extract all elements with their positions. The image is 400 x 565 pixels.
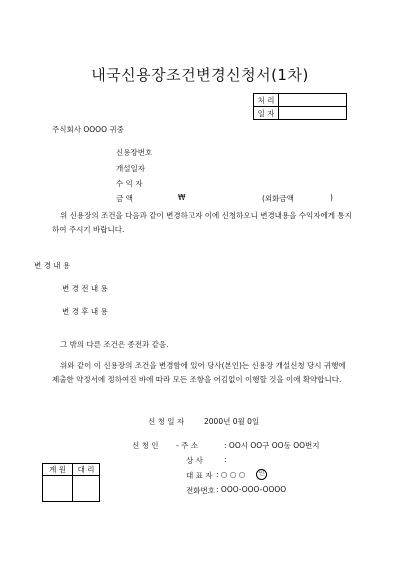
open-date-label: 개설일자 (116, 164, 145, 173)
applicant-label: 신 청 인 (132, 441, 159, 450)
clerk-label: 계 원 (43, 464, 73, 476)
company-value: : (224, 455, 227, 464)
document-title: 내국신용장조건변경신청서(1차) (91, 66, 309, 84)
phone-value: : OOO-OOO-OOOO (216, 485, 287, 494)
beneficiary-label: 수 익 자 (116, 179, 143, 188)
changes-before-label: 변 경 전 내 용 (62, 284, 108, 293)
lc-number-label: 신용장번호 (116, 148, 153, 157)
application-date-value: 2000년 0월 0일 (204, 417, 260, 426)
address-value: : OO시 OO구 OO동 OO번지 (224, 441, 320, 450)
representative-label: 대 표 자 (186, 471, 213, 480)
date-value[interactable] (279, 107, 347, 120)
deputy-signature-cell[interactable] (73, 476, 100, 502)
processing-box (253, 93, 347, 120)
application-date-label: 신 청 일 자 (148, 417, 185, 426)
agreement-paragraph: 위와 같이 이 신용장의 조건을 변경함에 있어 당사(본인)는 신용장 개설신청 당시 귀행에 제출한 약정서에 정하여진 바에 따라 모든 조항을 어김없이 이행할 것을 이에 확약합니다. (52, 361, 346, 384)
company-label: 상 사 (186, 456, 203, 465)
date-label: 일 자 (254, 107, 279, 120)
other-conditions: 그 밖의 다른 조건은 종전과 같음. (60, 340, 169, 349)
foreign-amount-close: ) (330, 193, 333, 202)
address-label: - 주 소 (176, 441, 198, 450)
representative-value: : ○ ○ ○ (216, 470, 246, 479)
amount-currency-symbol: ₩ (178, 193, 186, 202)
processing-label: 처 리 (254, 94, 279, 107)
changes-heading: 변 경 내 용 (34, 261, 71, 270)
intro-paragraph: 위 신용장의 조건을 다음과 같이 변경하고자 이에 신청하오니 변경내용을 수익자에게 통지하여 주시기 바랍니다. (52, 211, 352, 234)
phone-label: 전화번호 (186, 486, 215, 495)
amount-label: 금 액 (116, 194, 133, 203)
foreign-amount-label: (외화금액 (262, 194, 294, 203)
processing-value[interactable] (279, 94, 347, 107)
recipient: 주식회사 OOOO 귀중 (52, 125, 124, 134)
clerk-signature-cell[interactable] (43, 476, 73, 502)
approval-stamp-box (42, 463, 100, 502)
deputy-label: 대 리 (73, 464, 100, 476)
seal-mark: 인 (256, 469, 267, 480)
changes-after-label: 변 경 후 내 용 (62, 307, 108, 316)
